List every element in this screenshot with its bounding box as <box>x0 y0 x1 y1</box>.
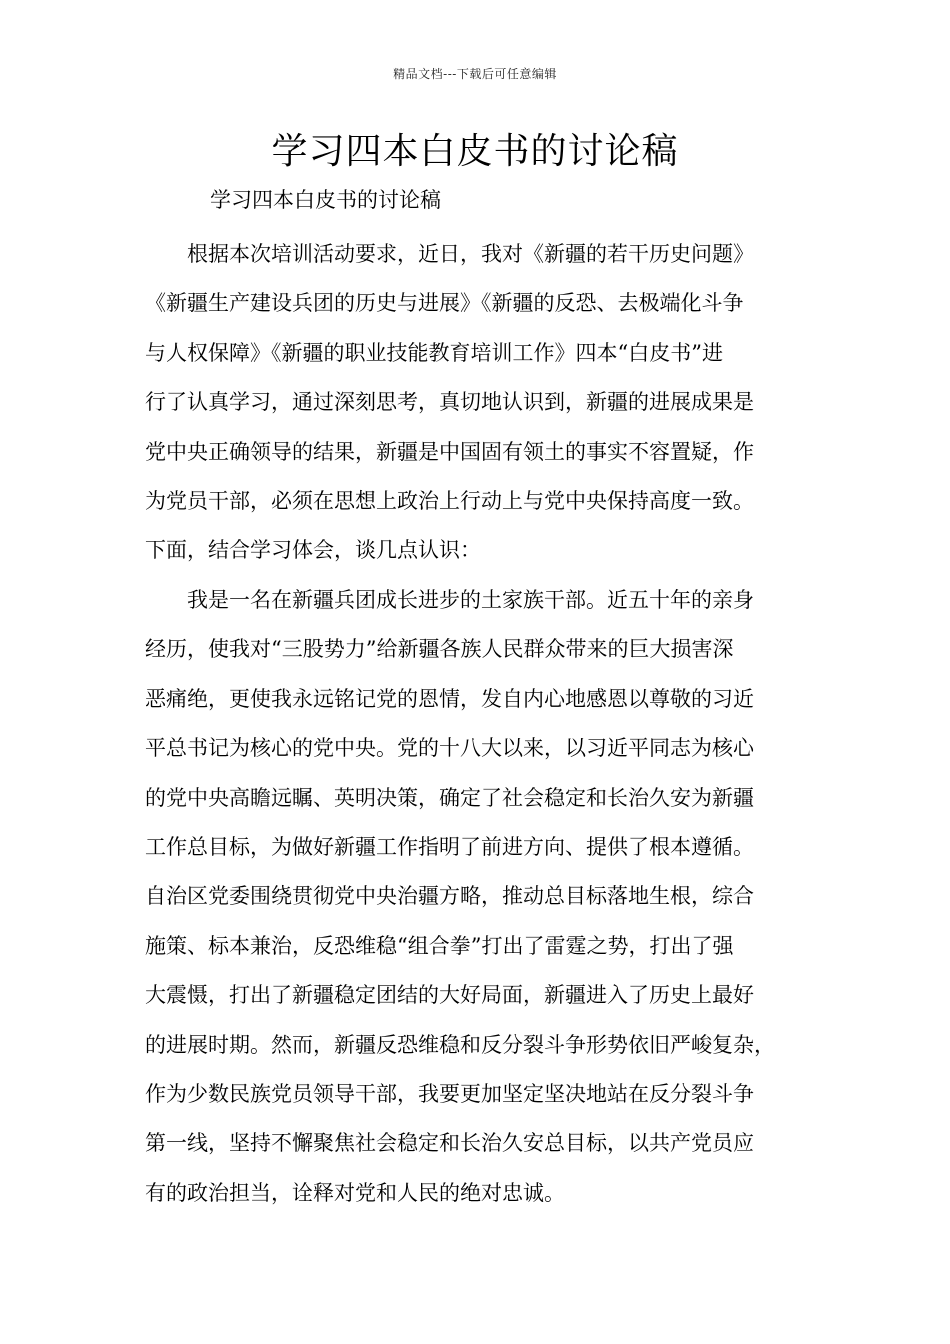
paragraph-line: 根据本次培训活动要求，近日，我对《新疆的若干历史问题》 <box>187 242 754 266</box>
document-title: 学习四本白皮书的讨论稿 <box>271 131 679 172</box>
paragraph-line: 自治区党委围绕贯彻党中央治疆方略，推动总目标落地生根，综合 <box>145 884 754 909</box>
paragraph-line: 工作总目标，为做好新疆工作指明了前进方向、提供了根本遵循。 <box>145 834 754 859</box>
paragraph-line: 恶痛绝，更使我永远铭记党的恩情，发自内心地感恩以尊敬的习近 <box>145 686 754 711</box>
paragraph-line: 作为少数民族党员领导干部，我要更加坚定坚决地站在反分裂斗争 <box>145 1081 754 1106</box>
paragraph-line: 平总书记为核心的党中央。党的十八大以来，以习近平同志为核心 <box>145 736 754 761</box>
paragraph-line: 为党员干部，必须在思想上政治上行动上与党中央保持高度一致。 <box>145 488 754 513</box>
paragraph-line: 下面，结合学习体会，谈几点认识： <box>145 538 481 563</box>
paragraph-line: 的进展时期。然而，新疆反恐维稳和反分裂斗争形势依旧严峻复杂， <box>145 1032 775 1057</box>
document-subtitle: 学习四本白皮书的讨论稿 <box>210 188 441 212</box>
paragraph-line: 大震慑，打出了新疆稳定团结的大好局面，新疆进入了历史上最好 <box>145 983 754 1008</box>
paragraph-1 <box>145 230 805 576</box>
paragraph-line: 施策、标本兼治，反恐维稳“组合拳”打出了雷霆之势，打出了强 <box>145 933 734 958</box>
paragraph-line: 我是一名在新疆兵团成长进步的土家族干部。近五十年的亲身 <box>187 588 754 612</box>
paragraph-2 <box>145 576 805 1218</box>
paragraph-line: 党中央正确领导的结果，新疆是中国固有领土的事实不容置疑，作 <box>145 439 754 464</box>
paragraph-line: 第一线，坚持不懈聚焦社会稳定和长治久安总目标，以共产党员应 <box>145 1131 754 1156</box>
paragraph-line: 与人权保障》《新疆的职业技能教育培训工作》四本“白皮书”进 <box>145 340 723 365</box>
paragraph-line: 有的政治担当，诠释对党和人民的绝对忠诚。 <box>145 1180 565 1205</box>
paragraph-line: 的党中央高瞻远瞩、英明决策，确定了社会稳定和长治久安为新疆 <box>145 785 754 810</box>
paragraph-line: 经历，使我对“三股势力”给新疆各族人民群众带来的巨大损害深 <box>145 637 734 662</box>
paragraph-line: 《新疆生产建设兵团的历史与进展》《新疆的反恐、去极端化斗争 <box>145 291 744 316</box>
page-header: 精品文档---下载后可任意编辑 <box>393 67 557 81</box>
paragraph-line: 行了认真学习，通过深刻思考，真切地认识到，新疆的进展成果是 <box>145 390 754 415</box>
